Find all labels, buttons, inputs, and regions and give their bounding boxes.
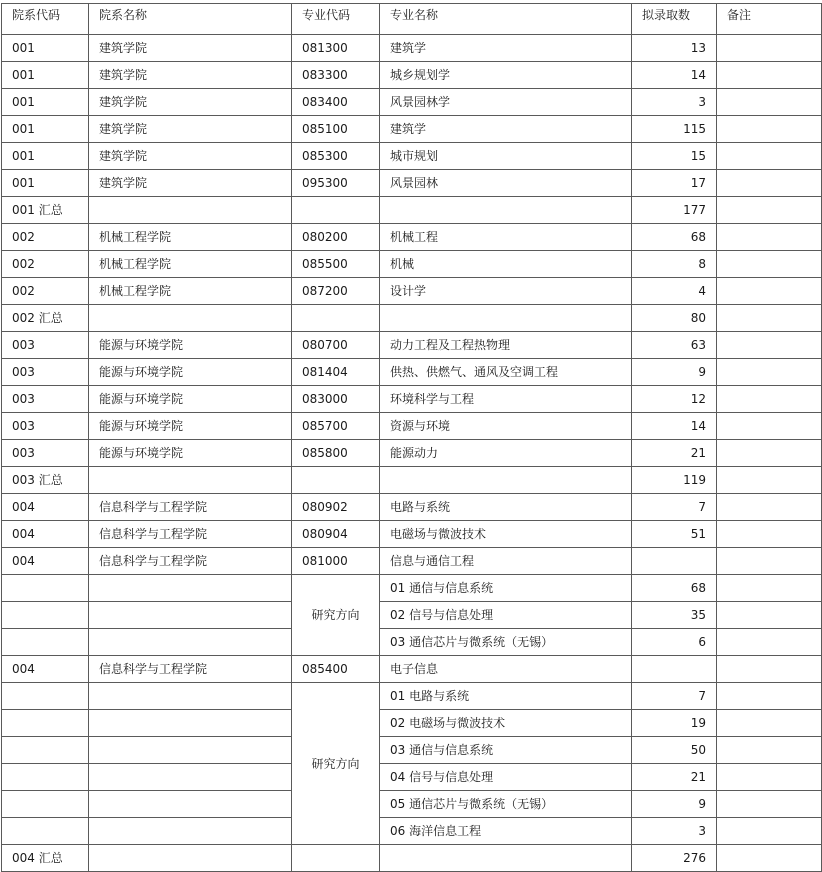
quota-cell: 14 bbox=[632, 413, 717, 440]
direction-name-cell: 03 通信芯片与微系统（无锡） bbox=[380, 629, 632, 656]
table-row bbox=[2, 224, 822, 251]
quota-cell: 63 bbox=[632, 332, 717, 359]
table-row bbox=[2, 386, 822, 413]
major-name-cell bbox=[380, 305, 632, 332]
quota-cell: 177 bbox=[632, 197, 717, 224]
major-code-cell bbox=[292, 467, 380, 494]
major-name-cell: 机械 bbox=[380, 251, 632, 278]
direction-quota-cell: 50 bbox=[632, 737, 717, 764]
table-row bbox=[2, 413, 822, 440]
empty-major-code-cell bbox=[292, 845, 380, 872]
dept-code-cell: 001 bbox=[2, 35, 89, 62]
direction-name-cell: 03 通信与信息系统 bbox=[380, 737, 632, 764]
dept-name-cell: 能源与环境学院 bbox=[89, 332, 292, 359]
direction-row bbox=[2, 683, 822, 710]
major-name-cell bbox=[380, 467, 632, 494]
remark-cell bbox=[717, 170, 822, 197]
dept-code-cell: 004 bbox=[2, 548, 89, 575]
major-code-cell: 083300 bbox=[292, 62, 380, 89]
dept-name-cell: 建筑学院 bbox=[89, 89, 292, 116]
quota-cell bbox=[632, 656, 717, 683]
direction-name-cell: 01 电路与系统 bbox=[380, 683, 632, 710]
remark-cell bbox=[717, 197, 822, 224]
major-name-cell: 建筑学 bbox=[380, 116, 632, 143]
direction-name-cell: 05 通信芯片与微系统（无锡） bbox=[380, 791, 632, 818]
major-name-cell: 风景园林学 bbox=[380, 89, 632, 116]
direction-row bbox=[2, 764, 822, 791]
major-code-cell: 095300 bbox=[292, 170, 380, 197]
direction-row bbox=[2, 818, 822, 845]
table-row bbox=[2, 521, 822, 548]
empty-dept-name-cell bbox=[89, 845, 292, 872]
quota-cell: 68 bbox=[632, 224, 717, 251]
empty-dept-code-cell bbox=[2, 737, 89, 764]
table-row bbox=[2, 143, 822, 170]
dept-name-cell bbox=[89, 197, 292, 224]
major-name-cell: 建筑学 bbox=[380, 35, 632, 62]
major-code-cell: 083000 bbox=[292, 386, 380, 413]
major-code-cell: 083400 bbox=[292, 89, 380, 116]
direction-remark-cell bbox=[717, 737, 822, 764]
dept-code-cell: 002 bbox=[2, 278, 89, 305]
remark-cell bbox=[717, 548, 822, 575]
major-code-cell: 087200 bbox=[292, 278, 380, 305]
dept-name-cell: 能源与环境学院 bbox=[89, 386, 292, 413]
dept-name-cell: 建筑学院 bbox=[89, 143, 292, 170]
empty-dept-name-cell bbox=[89, 575, 292, 602]
remark-cell bbox=[717, 89, 822, 116]
table-row bbox=[2, 116, 822, 143]
dept-name-cell: 能源与环境学院 bbox=[89, 359, 292, 386]
quota-cell: 12 bbox=[632, 386, 717, 413]
header-remark: 备注 bbox=[717, 4, 822, 35]
direction-remark-cell bbox=[717, 683, 822, 710]
admission-table bbox=[1, 3, 822, 872]
dept-code-cell: 001 bbox=[2, 89, 89, 116]
dept-code-cell: 003 bbox=[2, 440, 89, 467]
major-code-cell: 080902 bbox=[292, 494, 380, 521]
major-name-cell: 设计学 bbox=[380, 278, 632, 305]
dept-name-cell: 能源与环境学院 bbox=[89, 413, 292, 440]
quota-cell: 8 bbox=[632, 251, 717, 278]
empty-dept-code-cell bbox=[2, 764, 89, 791]
header-dept-code: 院系代码 bbox=[2, 4, 89, 35]
table-row bbox=[2, 278, 822, 305]
header-major-name: 专业名称 bbox=[380, 4, 632, 35]
quota-cell: 80 bbox=[632, 305, 717, 332]
quota-cell: 3 bbox=[632, 89, 717, 116]
table-row bbox=[2, 89, 822, 116]
empty-dept-code-cell bbox=[2, 710, 89, 737]
major-code-cell: 085300 bbox=[292, 143, 380, 170]
major-name-cell: 能源动力 bbox=[380, 440, 632, 467]
dept-code-cell: 002 bbox=[2, 251, 89, 278]
table-row bbox=[2, 197, 822, 224]
major-code-cell: 081000 bbox=[292, 548, 380, 575]
direction-quota-cell: 6 bbox=[632, 629, 717, 656]
remark-cell bbox=[717, 656, 822, 683]
total-quota-cell: 276 bbox=[632, 845, 717, 872]
remark-cell bbox=[717, 413, 822, 440]
dept-name-cell: 建筑学院 bbox=[89, 116, 292, 143]
dept-code-cell: 003 bbox=[2, 386, 89, 413]
dept-name-cell: 建筑学院 bbox=[89, 62, 292, 89]
remark-cell bbox=[717, 278, 822, 305]
major-code-cell: 085500 bbox=[292, 251, 380, 278]
research-direction-label: 研究方向 bbox=[292, 683, 380, 845]
major-name-cell: 城市规划 bbox=[380, 143, 632, 170]
remark-cell bbox=[717, 305, 822, 332]
remark-cell bbox=[717, 332, 822, 359]
direction-name-cell: 06 海洋信息工程 bbox=[380, 818, 632, 845]
empty-dept-code-cell bbox=[2, 683, 89, 710]
dept-name-cell: 信息科学与工程学院 bbox=[89, 521, 292, 548]
major-name-cell: 电路与系统 bbox=[380, 494, 632, 521]
major-name-cell bbox=[380, 197, 632, 224]
remark-cell bbox=[717, 440, 822, 467]
major-code-cell: 085400 bbox=[292, 656, 380, 683]
dept-code-cell: 001 bbox=[2, 116, 89, 143]
major-code-cell bbox=[292, 305, 380, 332]
major-name-cell: 供热、供燃气、通风及空调工程 bbox=[380, 359, 632, 386]
table-row bbox=[2, 332, 822, 359]
direction-quota-cell: 21 bbox=[632, 764, 717, 791]
quota-cell: 119 bbox=[632, 467, 717, 494]
quota-cell: 7 bbox=[632, 494, 717, 521]
dept-name-cell: 信息科学与工程学院 bbox=[89, 548, 292, 575]
dept-code-cell: 004 bbox=[2, 656, 89, 683]
major-name-cell: 电磁场与微波技术 bbox=[380, 521, 632, 548]
quota-cell: 21 bbox=[632, 440, 717, 467]
quota-cell: 4 bbox=[632, 278, 717, 305]
quota-cell: 15 bbox=[632, 143, 717, 170]
direction-remark-cell bbox=[717, 791, 822, 818]
direction-name-cell: 01 通信与信息系统 bbox=[380, 575, 632, 602]
empty-dept-name-cell bbox=[89, 818, 292, 845]
dept-code-cell: 002 汇总 bbox=[2, 305, 89, 332]
table-row bbox=[2, 494, 822, 521]
empty-dept-code-cell bbox=[2, 575, 89, 602]
dept-code-cell: 004 bbox=[2, 494, 89, 521]
direction-remark-cell bbox=[717, 602, 822, 629]
quota-cell bbox=[632, 548, 717, 575]
major-code-cell: 081300 bbox=[292, 35, 380, 62]
quota-cell: 13 bbox=[632, 35, 717, 62]
quota-cell: 14 bbox=[632, 62, 717, 89]
quota-cell: 115 bbox=[632, 116, 717, 143]
remark-cell bbox=[717, 386, 822, 413]
remark-cell bbox=[717, 494, 822, 521]
direction-quota-cell: 35 bbox=[632, 602, 717, 629]
table-row bbox=[2, 656, 822, 683]
header-quota: 拟录取数 bbox=[632, 4, 717, 35]
remark-cell bbox=[717, 521, 822, 548]
quota-cell: 17 bbox=[632, 170, 717, 197]
empty-dept-name-cell bbox=[89, 791, 292, 818]
major-code-cell: 080904 bbox=[292, 521, 380, 548]
table-row bbox=[2, 35, 822, 62]
table-row bbox=[2, 548, 822, 575]
direction-remark-cell bbox=[717, 818, 822, 845]
direction-row bbox=[2, 602, 822, 629]
dept-code-cell: 003 bbox=[2, 332, 89, 359]
direction-row bbox=[2, 737, 822, 764]
dept-name-cell: 信息科学与工程学院 bbox=[89, 656, 292, 683]
major-name-cell: 机械工程 bbox=[380, 224, 632, 251]
major-code-cell: 085800 bbox=[292, 440, 380, 467]
empty-dept-name-cell bbox=[89, 602, 292, 629]
remark-cell bbox=[717, 359, 822, 386]
direction-remark-cell bbox=[717, 575, 822, 602]
empty-dept-name-cell bbox=[89, 764, 292, 791]
major-name-cell: 电子信息 bbox=[380, 656, 632, 683]
dept-code-cell: 002 bbox=[2, 224, 89, 251]
table-row bbox=[2, 251, 822, 278]
empty-dept-name-cell bbox=[89, 683, 292, 710]
remark-cell bbox=[717, 467, 822, 494]
dept-code-cell: 001 bbox=[2, 170, 89, 197]
major-name-cell: 城乡规划学 bbox=[380, 62, 632, 89]
major-name-cell: 环境科学与工程 bbox=[380, 386, 632, 413]
major-name-cell: 动力工程及工程热物理 bbox=[380, 332, 632, 359]
major-code-cell bbox=[292, 197, 380, 224]
table-row bbox=[2, 170, 822, 197]
direction-remark-cell bbox=[717, 710, 822, 737]
empty-dept-code-cell bbox=[2, 602, 89, 629]
total-label-cell: 004 汇总 bbox=[2, 845, 89, 872]
remark-cell bbox=[717, 224, 822, 251]
admission-table-body bbox=[2, 4, 822, 872]
dept-code-cell: 001 bbox=[2, 143, 89, 170]
empty-dept-code-cell bbox=[2, 818, 89, 845]
quota-cell: 9 bbox=[632, 359, 717, 386]
empty-major-name-cell bbox=[380, 845, 632, 872]
major-code-cell: 080200 bbox=[292, 224, 380, 251]
dept-code-cell: 003 bbox=[2, 413, 89, 440]
direction-quota-cell: 19 bbox=[632, 710, 717, 737]
table-row bbox=[2, 440, 822, 467]
empty-dept-code-cell bbox=[2, 791, 89, 818]
direction-quota-cell: 68 bbox=[632, 575, 717, 602]
major-code-cell: 085700 bbox=[292, 413, 380, 440]
empty-dept-name-cell bbox=[89, 737, 292, 764]
dept-code-cell: 003 汇总 bbox=[2, 467, 89, 494]
major-name-cell: 信息与通信工程 bbox=[380, 548, 632, 575]
direction-quota-cell: 3 bbox=[632, 818, 717, 845]
total-row bbox=[2, 845, 822, 872]
total-remark-cell bbox=[717, 845, 822, 872]
header-dept-name: 院系名称 bbox=[89, 4, 292, 35]
empty-dept-name-cell bbox=[89, 710, 292, 737]
table-row bbox=[2, 467, 822, 494]
remark-cell bbox=[717, 251, 822, 278]
dept-name-cell: 能源与环境学院 bbox=[89, 440, 292, 467]
remark-cell bbox=[717, 62, 822, 89]
direction-quota-cell: 7 bbox=[632, 683, 717, 710]
direction-name-cell: 04 信号与信息处理 bbox=[380, 764, 632, 791]
dept-name-cell: 机械工程学院 bbox=[89, 224, 292, 251]
research-direction-label: 研究方向 bbox=[292, 575, 380, 656]
major-code-cell: 085100 bbox=[292, 116, 380, 143]
quota-cell: 51 bbox=[632, 521, 717, 548]
direction-remark-cell bbox=[717, 629, 822, 656]
table-row bbox=[2, 359, 822, 386]
remark-cell bbox=[717, 116, 822, 143]
direction-row bbox=[2, 629, 822, 656]
table-row bbox=[2, 62, 822, 89]
direction-name-cell: 02 电磁场与微波技术 bbox=[380, 710, 632, 737]
dept-name-cell: 信息科学与工程学院 bbox=[89, 494, 292, 521]
empty-dept-code-cell bbox=[2, 629, 89, 656]
empty-dept-name-cell bbox=[89, 629, 292, 656]
remark-cell bbox=[717, 35, 822, 62]
major-code-cell: 081404 bbox=[292, 359, 380, 386]
table-row bbox=[2, 305, 822, 332]
dept-code-cell: 003 bbox=[2, 359, 89, 386]
dept-name-cell: 建筑学院 bbox=[89, 35, 292, 62]
dept-name-cell: 机械工程学院 bbox=[89, 278, 292, 305]
dept-code-cell: 004 bbox=[2, 521, 89, 548]
direction-row bbox=[2, 710, 822, 737]
header-major-code: 专业代码 bbox=[292, 4, 380, 35]
dept-name-cell bbox=[89, 467, 292, 494]
dept-code-cell: 001 汇总 bbox=[2, 197, 89, 224]
dept-name-cell: 建筑学院 bbox=[89, 170, 292, 197]
dept-name-cell: 机械工程学院 bbox=[89, 251, 292, 278]
direction-quota-cell: 9 bbox=[632, 791, 717, 818]
dept-code-cell: 001 bbox=[2, 62, 89, 89]
major-name-cell: 资源与环境 bbox=[380, 413, 632, 440]
direction-row bbox=[2, 575, 822, 602]
header-row bbox=[2, 4, 822, 35]
dept-name-cell bbox=[89, 305, 292, 332]
remark-cell bbox=[717, 143, 822, 170]
direction-row bbox=[2, 791, 822, 818]
major-name-cell: 风景园林 bbox=[380, 170, 632, 197]
direction-name-cell: 02 信号与信息处理 bbox=[380, 602, 632, 629]
direction-remark-cell bbox=[717, 764, 822, 791]
major-code-cell: 080700 bbox=[292, 332, 380, 359]
